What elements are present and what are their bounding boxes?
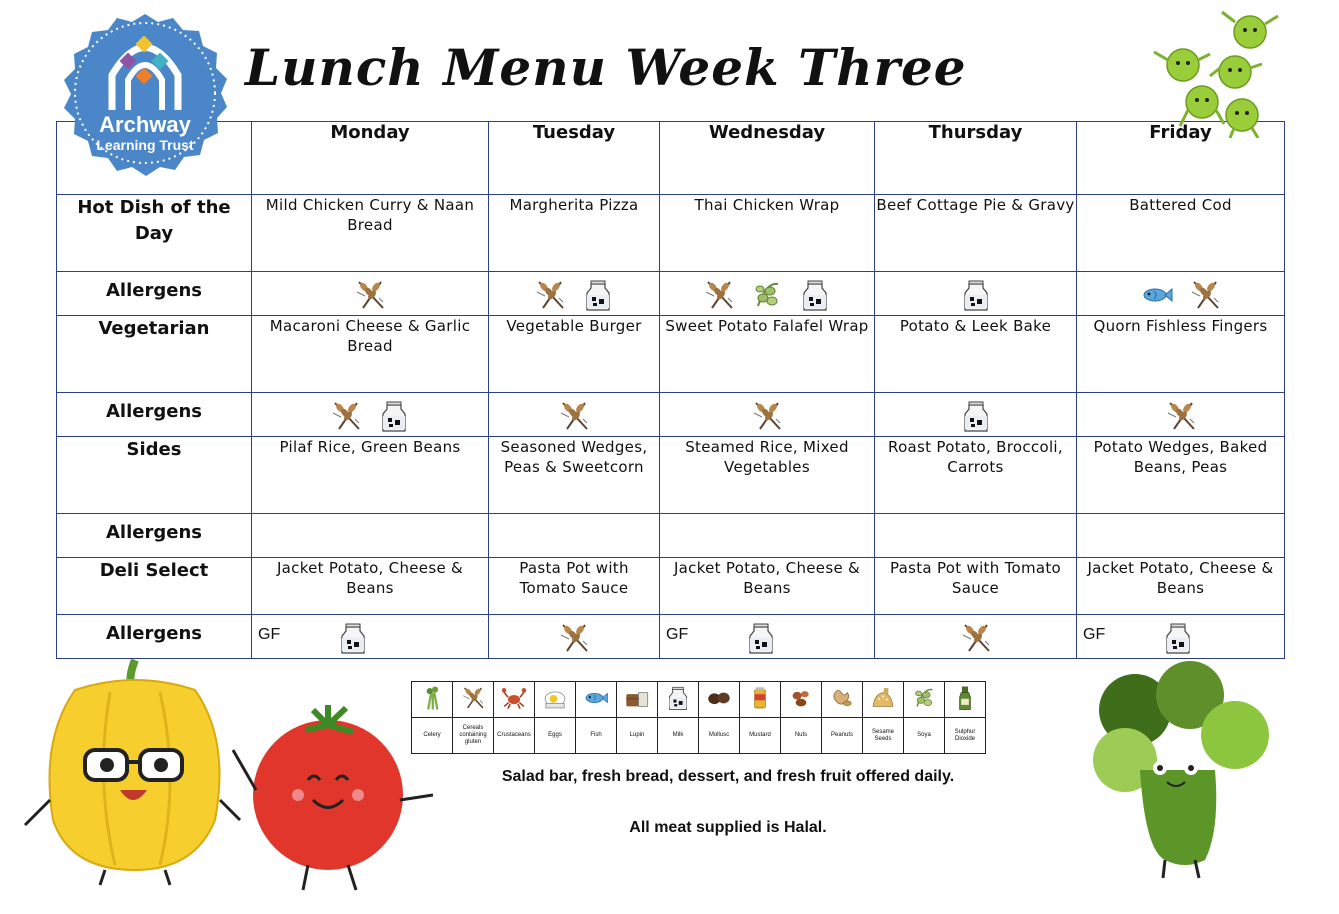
row-label: Allergens [57, 272, 252, 316]
peas-characters-icon [1150, 10, 1290, 138]
dish-cell: Roast Potato, Broccoli, Carrots [875, 437, 1077, 514]
row-label: Allergens [57, 514, 252, 558]
nuts-icon [788, 685, 814, 711]
legend-label: Celery [412, 718, 453, 754]
legend-label: Cereals containing gluten [453, 718, 494, 754]
allergen-icons [252, 514, 488, 557]
crustaceans-icon [501, 685, 527, 711]
cereals-gluten-icon [1164, 399, 1198, 433]
day-header-monday: Monday [252, 122, 489, 195]
day-header-friday: Friday [1077, 122, 1285, 195]
eggs-icon [542, 685, 568, 711]
mollusc-icon [706, 685, 732, 711]
allergen-icons [1077, 393, 1284, 436]
menu-row [57, 316, 1285, 393]
soya-icon [750, 278, 784, 312]
legend-label: Fish [576, 718, 617, 754]
dish-cell: Battered Cod [1077, 195, 1285, 272]
allergen-icons [660, 393, 874, 436]
dish-cell: Jacket Potato, Cheese & Beans [660, 558, 875, 615]
allergen-icons [875, 514, 1076, 557]
day-header-wednesday: Wednesday [660, 122, 875, 195]
allergen-row [57, 393, 1285, 437]
dish-cell: Potato & Leek Bake [875, 316, 1077, 393]
allergen-icons [1077, 615, 1284, 658]
legend-label: Peanuts [822, 718, 863, 754]
legend-icon-cell [453, 682, 494, 718]
dish-cell: Thai Chicken Wrap [660, 195, 875, 272]
allergen-cell [1077, 514, 1285, 558]
daily-offer-note: Salad bar, fresh bread, dessert, and fresh fruit offered daily. [501, 768, 955, 785]
legend-icon-cell [740, 682, 781, 718]
cereals-gluten-icon [329, 399, 363, 433]
allergen-cell [660, 393, 875, 437]
dish-cell: Sweet Potato Falafel Wrap [660, 316, 875, 393]
day-header-row [57, 122, 1285, 195]
allergen-cell [875, 615, 1077, 659]
legend-label: Eggs [535, 718, 576, 754]
logo-badge-icon [50, 0, 240, 190]
legend-icon-cell [863, 682, 904, 718]
menu-row [57, 558, 1285, 615]
allergen-cell [489, 272, 660, 316]
cereals-gluten-icon [750, 399, 784, 433]
yellow-pepper-character-icon [15, 650, 247, 890]
allergen-cell [1077, 615, 1285, 659]
logo-text-learning-trust: Learning Trust [96, 137, 194, 153]
menu-row [57, 437, 1285, 514]
broccoli-character-icon [1085, 660, 1275, 882]
allergen-icons [875, 272, 1076, 315]
allergen-cell [1077, 393, 1285, 437]
legend-label: Soya [904, 718, 945, 754]
celery-icon [419, 685, 445, 711]
page-title: Lunch Menu Week Three [245, 38, 967, 97]
legend-icon-cell [822, 682, 863, 718]
legend-icon-cell [699, 682, 740, 718]
cereals-gluten-icon [557, 399, 591, 433]
allergen-icons [875, 615, 1076, 658]
allergen-cell [660, 514, 875, 558]
allergen-row [57, 514, 1285, 558]
allergen-cell [489, 514, 660, 558]
allergen-cell [252, 272, 489, 316]
legend-icon-cell [535, 682, 576, 718]
allergen-cell [875, 514, 1077, 558]
dish-cell: Quorn Fishless Fingers [1077, 316, 1285, 393]
dish-cell: Seasoned Wedges, Peas & Sweetcorn [489, 437, 660, 514]
allergen-cell [489, 615, 660, 659]
day-header-thursday: Thursday [875, 122, 1077, 195]
dish-cell: Pasta Pot with Tomato Sauce [489, 558, 660, 615]
allergen-icons [660, 514, 874, 557]
allergen-cell [252, 514, 489, 558]
allergen-icons [252, 272, 488, 315]
dish-cell: Jacket Potato, Cheese & Beans [1077, 558, 1285, 615]
legend-icon-cell [617, 682, 658, 718]
milk-icon [581, 278, 615, 312]
legend-label-row [412, 718, 986, 754]
day-header-tuesday: Tuesday [489, 122, 660, 195]
cereals-gluten-icon [702, 278, 736, 312]
allergen-cell [660, 272, 875, 316]
dish-cell: Steamed Rice, Mixed Vegetables [660, 437, 875, 514]
milk-icon [798, 278, 832, 312]
sulphur-dioxide-icon [952, 685, 978, 711]
allergen-icons [1077, 272, 1284, 315]
peanuts-icon [829, 685, 855, 711]
row-label: Allergens [57, 393, 252, 437]
gluten-free-label: GF [1083, 626, 1106, 643]
cereals-gluten-icon [557, 621, 591, 655]
fish-icon [1140, 278, 1174, 312]
allergen-cell [252, 615, 489, 659]
legend-icon-cell [658, 682, 699, 718]
allergen-cell [660, 615, 875, 659]
legend-icon-cell [945, 682, 986, 718]
archway-logo [50, 0, 240, 190]
milk-icon [665, 685, 691, 711]
allergen-icons [660, 615, 874, 658]
legend-icon-cell [904, 682, 945, 718]
dish-cell: Macaroni Cheese & Garlic Bread [252, 316, 489, 393]
dish-cell: Pasta Pot with Tomato Sauce [875, 558, 1077, 615]
row-label: Hot Dish of the Day [57, 195, 252, 272]
allergen-legend [411, 681, 986, 754]
milk-icon [744, 621, 778, 655]
legend-label: Lupin [617, 718, 658, 754]
allergen-icons [489, 615, 659, 658]
legend-icon-cell [576, 682, 617, 718]
legend-icon-cell [494, 682, 535, 718]
allergen-cell [252, 393, 489, 437]
row-label: Deli Select [57, 558, 252, 615]
row-label: Sides [57, 437, 252, 514]
allergen-icons [489, 272, 659, 315]
allergen-icons [252, 615, 488, 658]
allergen-row [57, 272, 1285, 316]
allergen-cell [1077, 272, 1285, 316]
legend-label: Mollusc [699, 718, 740, 754]
legend-label: Mustard [740, 718, 781, 754]
legend-label: Crustaceans [494, 718, 535, 754]
milk-icon [959, 278, 993, 312]
fish-icon [583, 685, 609, 711]
dish-cell: Beef Cottage Pie & Gravy [875, 195, 1077, 272]
tomato-character-icon [228, 700, 438, 895]
legend-label: Milk [658, 718, 699, 754]
dish-cell: Margherita Pizza [489, 195, 660, 272]
allergen-icons [489, 393, 659, 436]
sesame-icon [870, 685, 896, 711]
gluten-free-label: GF [258, 626, 281, 643]
cereals-gluten-icon [353, 278, 387, 312]
legend-icon-cell [781, 682, 822, 718]
row-label: Vegetarian [57, 316, 252, 393]
allergen-icons [252, 393, 488, 436]
dish-cell: Mild Chicken Curry & Naan Bread [252, 195, 489, 272]
legend-icon-cell [412, 682, 453, 718]
mustard-icon [747, 685, 773, 711]
milk-icon [377, 399, 411, 433]
allergen-icons [660, 272, 874, 315]
allergen-icons [875, 393, 1076, 436]
legend-icon-row [412, 682, 986, 718]
logo-text-archway: Archway [99, 112, 191, 137]
cereals-gluten-icon [1188, 278, 1222, 312]
lupin-icon [624, 685, 650, 711]
allergen-cell [875, 393, 1077, 437]
menu-row [57, 195, 1285, 272]
dish-cell: Pilaf Rice, Green Beans [252, 437, 489, 514]
cereals-gluten-icon [533, 278, 567, 312]
cereals-gluten-icon [959, 621, 993, 655]
allergen-icons [489, 514, 659, 557]
halal-note: All meat supplied is Halal. [629, 819, 827, 836]
allergen-cell [489, 393, 660, 437]
legend-label: Sulphur Dioxide [945, 718, 986, 754]
legend-label: Nuts [781, 718, 822, 754]
menu-table [56, 121, 1285, 659]
allergen-cell [875, 272, 1077, 316]
dish-cell: Vegetable Burger [489, 316, 660, 393]
dish-cell: Potato Wedges, Baked Beans, Peas [1077, 437, 1285, 514]
allergen-row [57, 615, 1285, 659]
row-label: Allergens [57, 615, 252, 659]
soya-icon [911, 685, 937, 711]
allergen-icons [1077, 514, 1284, 557]
gluten-free-label: GF [666, 626, 689, 643]
milk-icon [1161, 621, 1195, 655]
milk-icon [959, 399, 993, 433]
milk-icon [336, 621, 370, 655]
cereals-gluten-icon [460, 685, 486, 711]
legend-label: Sesame Seeds [863, 718, 904, 754]
dish-cell: Jacket Potato, Cheese & Beans [252, 558, 489, 615]
